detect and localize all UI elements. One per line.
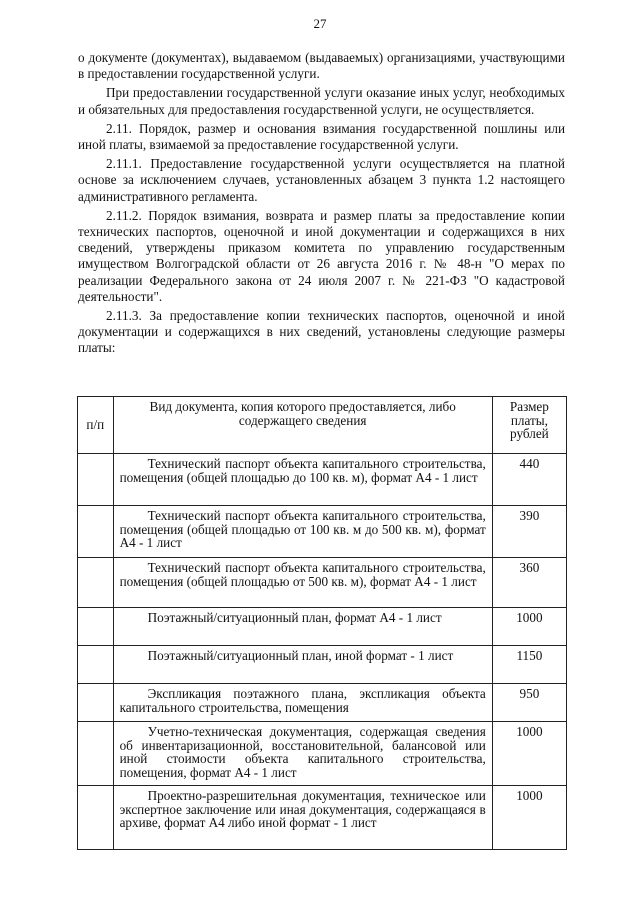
paragraph: При предоставлении государственной услуги оказание иных услуг, необходимых и обязательных для предоставления государственной услуги, не осуществляется. [78, 85, 565, 117]
row-document: Проектно-разрешительная документация, техническое или экспертное заключение или иная документация, содержащаяся в архиве, формат А4 либо иной формат - 1 лист [113, 786, 492, 850]
row-document: Технический паспорт объекта капитального строительства, помещения (общей площадью от 500 кв. м), формат А4 - 1 лист [113, 558, 492, 608]
row-fee: 360 [492, 558, 566, 608]
row-fee: 390 [492, 506, 566, 558]
document-body [78, 50, 565, 360]
table-row [78, 646, 567, 684]
table-row [78, 608, 567, 646]
row-fee: 440 [492, 454, 566, 506]
row-fee: 1000 [492, 608, 566, 646]
row-number [78, 506, 114, 558]
table-row [78, 684, 567, 722]
paragraph: 2.11.2. Порядок взимания, возврата и размер платы за предоставление копии технических паспортов, оценочной и иной документации и содержащихся в них сведений, утверждены приказом комитета по управлению государственным имуществом Волгоградской области от 26 августа 2016 г. № 48-н "О мерах по реализации Федерального закона от 24 июля 2007 г. № 221-ФЗ "О кадастровой деятельности". [78, 207, 565, 304]
row-fee: 1150 [492, 646, 566, 684]
header-document-type: Вид документа, копия которого предоставляется, либо содержащего сведения [113, 397, 492, 454]
paragraph: 2.11. Порядок, размер и основания взимания государственной пошлины или иной платы, взимаемой за предоставление государственной услуги. [78, 120, 565, 153]
row-number [78, 722, 114, 786]
row-document: Экспликация поэтажного плана, экспликация объекта капитального строительства, помещения [113, 684, 492, 722]
row-number [78, 646, 114, 684]
row-document: Учетно-техническая документация, содержащая сведения об инвентаризационной, восстановительной, балансовой или иной стоимости объекта капитального строительства, помещения, формат А4 - 1 лист [113, 722, 492, 786]
row-document: Технический паспорт объекта капитального строительства, помещения (общей площадью от 100 кв. м до 500 кв. м), формат А4 - 1 лист [113, 506, 492, 558]
row-number [78, 684, 114, 722]
page-number: 27 [313, 16, 327, 31]
row-document: Поэтажный/ситуационный план, иной формат - 1 лист [113, 646, 492, 684]
fees-table [77, 396, 567, 850]
table-row [78, 454, 567, 506]
row-number [78, 608, 114, 646]
header-number: п/п [78, 397, 114, 454]
row-document: Технический паспорт объекта капитального строительства, помещения (общей площадью до 100 кв. м), формат А4 - 1 лист [113, 454, 492, 506]
table-row [78, 506, 567, 558]
row-number [78, 454, 114, 506]
table-row [78, 722, 567, 786]
header-fee: Размер платы, рублей [492, 397, 566, 454]
row-fee: 950 [492, 684, 566, 722]
row-number [78, 558, 114, 608]
paragraph: 2.11.3. За предоставление копии технических паспортов, оценочной и иной документации и содержащихся в них сведений, установлены следующие размеры платы: [78, 308, 565, 356]
paragraph: о документе (документах), выдаваемом (выдаваемых) организациями, участвующими в предоставлении государственной услуги. [78, 50, 565, 82]
table-row [78, 558, 567, 608]
row-document: Поэтажный/ситуационный план, формат А4 - 1 лист [113, 608, 492, 646]
table-header-row [78, 397, 567, 454]
row-fee: 1000 [492, 722, 566, 786]
row-fee: 1000 [492, 786, 566, 850]
row-number [78, 786, 114, 850]
table-row [78, 786, 567, 850]
paragraph: 2.11.1. Предоставление государственной услуги осуществляется на платной основе за исключением случаев, установленных абзацем 3 пункта 1.2 настоящего административного регламента. [78, 156, 565, 204]
